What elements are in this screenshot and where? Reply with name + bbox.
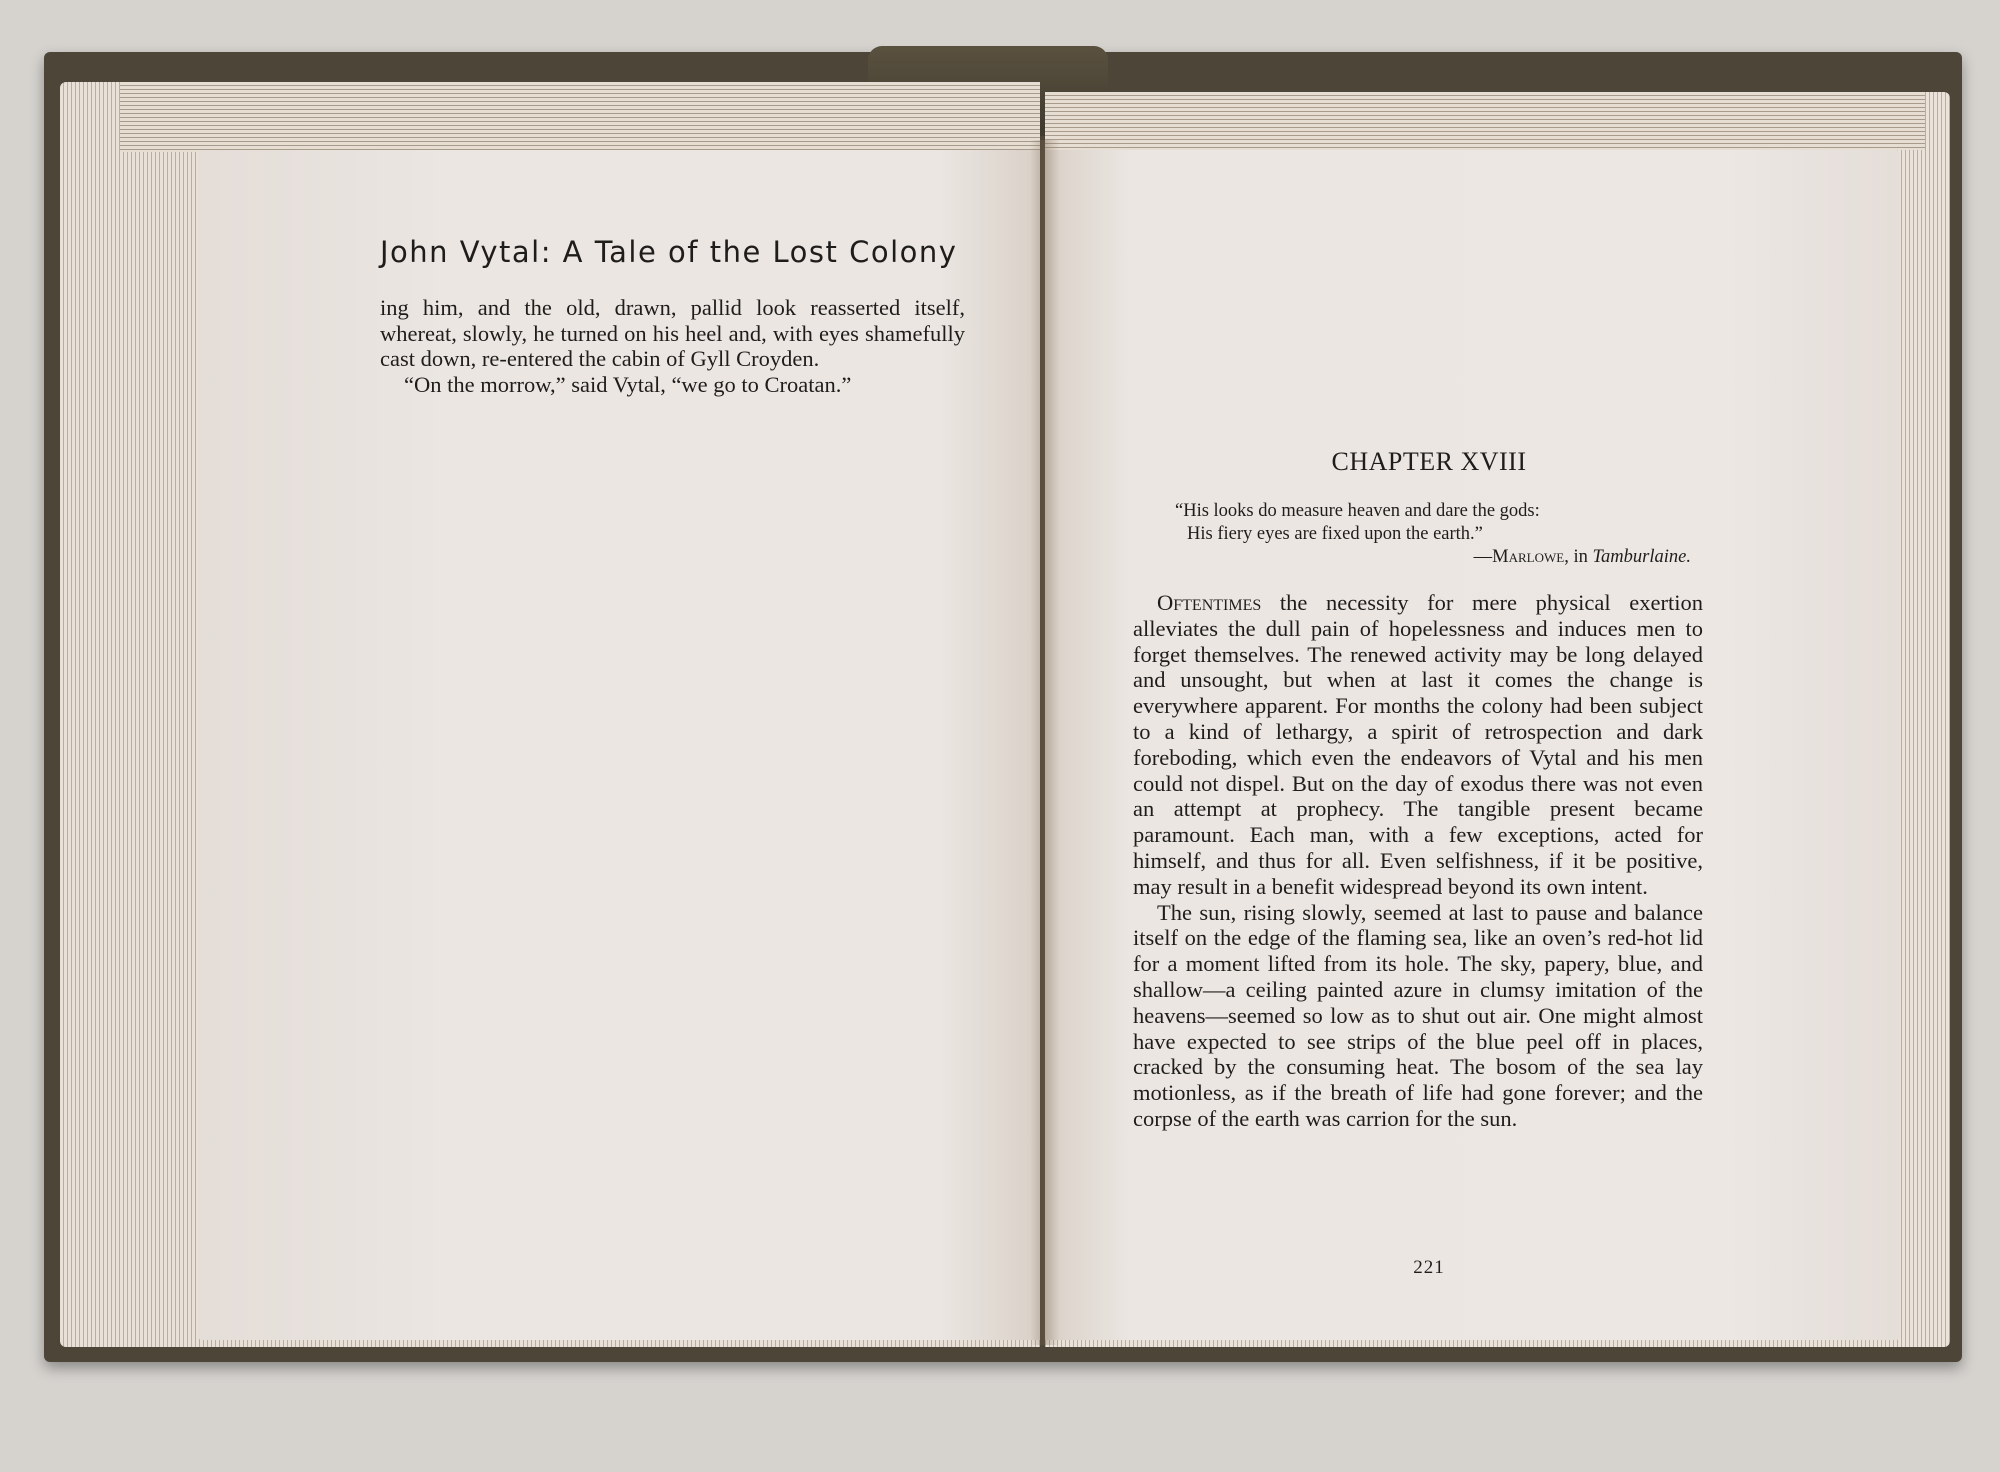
attribution-mid: , in <box>1564 547 1593 567</box>
paragraph-text: the necessity for mere physical exertion alleviates the dull pain of hopelessness and induces men to forget themselves. The renewed activity may be long delayed and unsought, but when at last it comes the change is everywhere apparent. For months the colony had been subject to a kind of lethargy, a spirit of retrospection and dark foreboding, which even the endeavors of Vytal and his men could not dispel. But on the day of exodus there was not even an attempt at prophecy. The tangible present became paramount. Each man, with a few exceptions, acted for himself, and thus for all. Even selfishness, if it be positive, may result in a benefit widespread beyond its own intent. <box>1133 590 1703 899</box>
paragraph <box>1133 590 1703 900</box>
right-page <box>1045 150 1900 1340</box>
attribution-dash: — <box>1473 547 1493 567</box>
left-page-body <box>380 295 965 397</box>
page-number: 221 <box>1413 1257 1445 1278</box>
top-page-edges-left <box>120 82 1040 152</box>
paragraph: The sun, rising slowly, seemed at last to pause and balance itself on the edge of the flaming sea, like an oven’s red-hot lid for a moment lifted from its hole. The sky, papery, blue, and shallow—a ceiling painted azure in clumsy imitation of the heavens—seemed so low as to shut out air. One might almost have expected to see strips of the blue peel off in places, cracked by the consuming heat. The bosom of the sea lay motionless, as if the breath of life had gone forever; and the corpse of the earth was carrion for the sun. <box>1133 899 1703 1131</box>
chapter-heading: CHAPTER XVIII <box>1331 447 1527 476</box>
right-page-body <box>1133 590 1703 1132</box>
running-head: John Vytal: A Tale of the Lost Colony <box>380 235 958 269</box>
left-page <box>198 150 1040 1340</box>
attribution-author: Marlowe <box>1492 547 1565 567</box>
paragraph-opener: Oftentimes <box>1157 590 1262 615</box>
epigraph-attribution <box>1175 546 1691 569</box>
epigraph <box>1175 500 1691 569</box>
attribution-work: Tamburlaine. <box>1592 547 1691 567</box>
epigraph-line: “His looks do measure heaven and dare the gods: <box>1175 501 1540 521</box>
book-gutter <box>1030 140 1060 1345</box>
paragraph: “On the morrow,” said Vytal, “we go to Croatan.” <box>404 371 852 397</box>
paragraph: ing him, and the old, drawn, pallid look reasserted itself, whereat, slowly, he turned on his heel and, with eyes shamefully cast down, re-entered the cabin of Gyll Croyden. <box>380 295 965 372</box>
top-page-edges-right <box>1045 92 1925 150</box>
epigraph-line: His fiery eyes are fixed upon the earth.” <box>1187 524 1483 544</box>
